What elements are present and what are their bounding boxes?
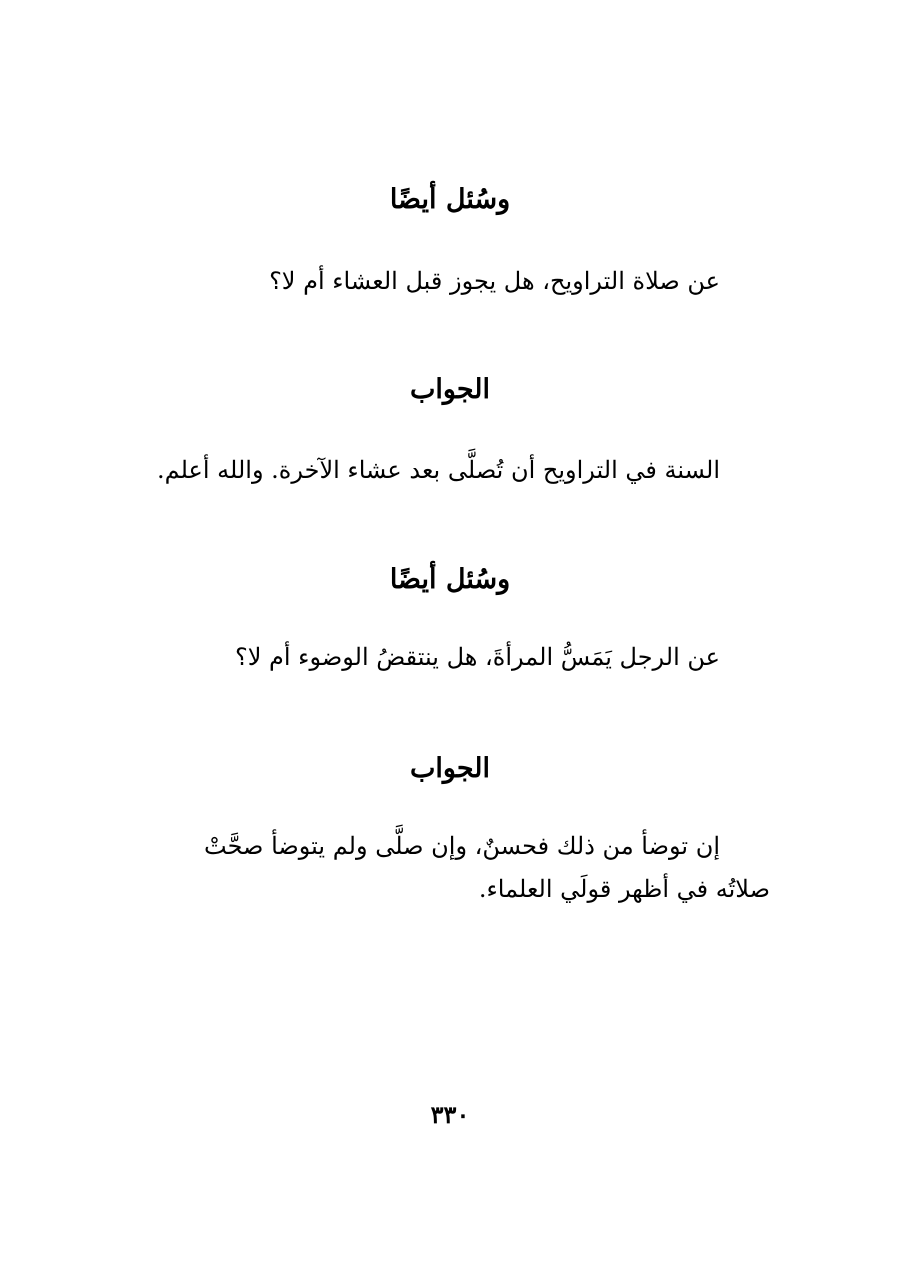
- section-heading-answer-1: الجواب: [409, 374, 491, 405]
- section-heading-question-2: وسُئل أيضًا: [389, 564, 511, 595]
- answer-text-2-line-2: صلاتُه في أظهر قولَي العلماء.: [478, 875, 770, 903]
- section-heading-question-1: وسُئل أيضًا: [389, 184, 511, 215]
- section-heading-answer-2: الجواب: [409, 753, 491, 784]
- question-text-2: عن الرجل يَمَسُّ المرأةَ، هل ينتقضُ الوضوء أم لا؟: [234, 643, 720, 671]
- question-text-1: عن صلاة التراويح، هل يجوز قبل العشاء أم لا؟: [269, 267, 720, 295]
- page-number: ٣٣٠: [430, 1100, 470, 1129]
- answer-text-1: السنة في التراويح أن تُصلَّى بعد عشاء الآخرة. والله أعلم.: [156, 456, 720, 484]
- answer-text-2-line-1: إن توضأ من ذلك فحسنٌ، وإن صلَّى ولم يتوضأ صحَّتْ: [204, 832, 720, 860]
